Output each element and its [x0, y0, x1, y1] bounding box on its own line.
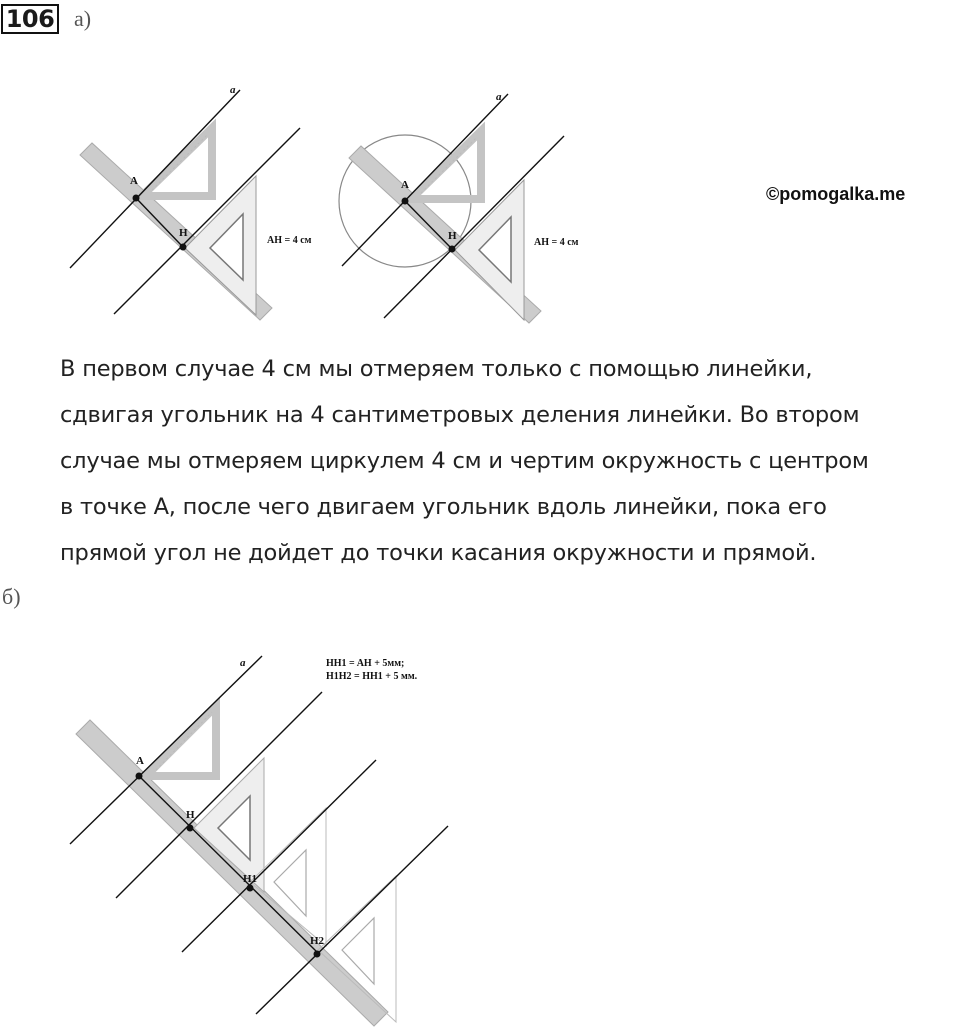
formula-h1h2: H1H2 = HH1 + 5 мм.	[326, 671, 418, 682]
figure-a-right-drawing	[339, 91, 579, 323]
formula-hh1: HH1 = AH + 5мм;	[326, 658, 405, 669]
measure-left: AH = 4 см	[267, 235, 312, 246]
set-square-top	[142, 128, 212, 196]
problem-number: 106	[1, 4, 59, 34]
part-a-label: а)	[74, 6, 92, 31]
measure-right: AH = 4 см	[534, 237, 579, 248]
part-b-label: б)	[2, 584, 21, 609]
set-square-top	[411, 131, 481, 199]
line-a-label: a	[230, 84, 236, 96]
paragraph-line: случае мы отмеряем циркулем 4 см и чертим окружность с центром	[60, 448, 869, 474]
watermark: ©pomogalka.me	[766, 184, 906, 204]
explanation-paragraph	[60, 346, 960, 576]
paragraph-line: прямой угол не дойдет до точки касания окружности и прямой.	[60, 540, 817, 566]
point-h1-dot	[247, 885, 254, 892]
point-h-label: H	[179, 227, 188, 239]
parallel-line	[384, 136, 564, 318]
figure-a	[60, 70, 620, 340]
figure-a-left-drawing	[70, 84, 312, 320]
point-a-dot	[133, 195, 140, 202]
paragraph-line: в точке А, после чего двигаем угольник вдоль линейки, пока его	[60, 494, 827, 520]
point-a-dot	[136, 773, 143, 780]
point-h-dot	[187, 825, 194, 832]
line-a-label: a	[240, 657, 246, 669]
set-square-top	[146, 706, 216, 776]
ruler-shape	[76, 720, 388, 1026]
paragraph-line: сдвигая угольник на 4 сантиметровых деления линейки. Во втором	[60, 402, 860, 428]
point-h1-label: H1	[243, 873, 258, 885]
point-h-dot	[180, 244, 187, 251]
line-a-label: a	[496, 91, 502, 103]
parallel-line	[114, 128, 300, 314]
point-a-label: A	[130, 175, 138, 187]
point-h-label: H	[186, 809, 195, 821]
point-a-label: A	[401, 179, 409, 191]
point-h2-dot	[314, 951, 321, 958]
paragraph-line: В первом случае 4 см мы отмеряем только с помощью линейки,	[60, 356, 813, 382]
point-h-label: H	[448, 230, 457, 242]
point-h-dot	[449, 246, 456, 253]
figure-b	[60, 650, 480, 1030]
point-a-label: A	[136, 755, 144, 767]
point-h2-label: H2	[310, 935, 325, 947]
point-a-dot	[402, 198, 409, 205]
